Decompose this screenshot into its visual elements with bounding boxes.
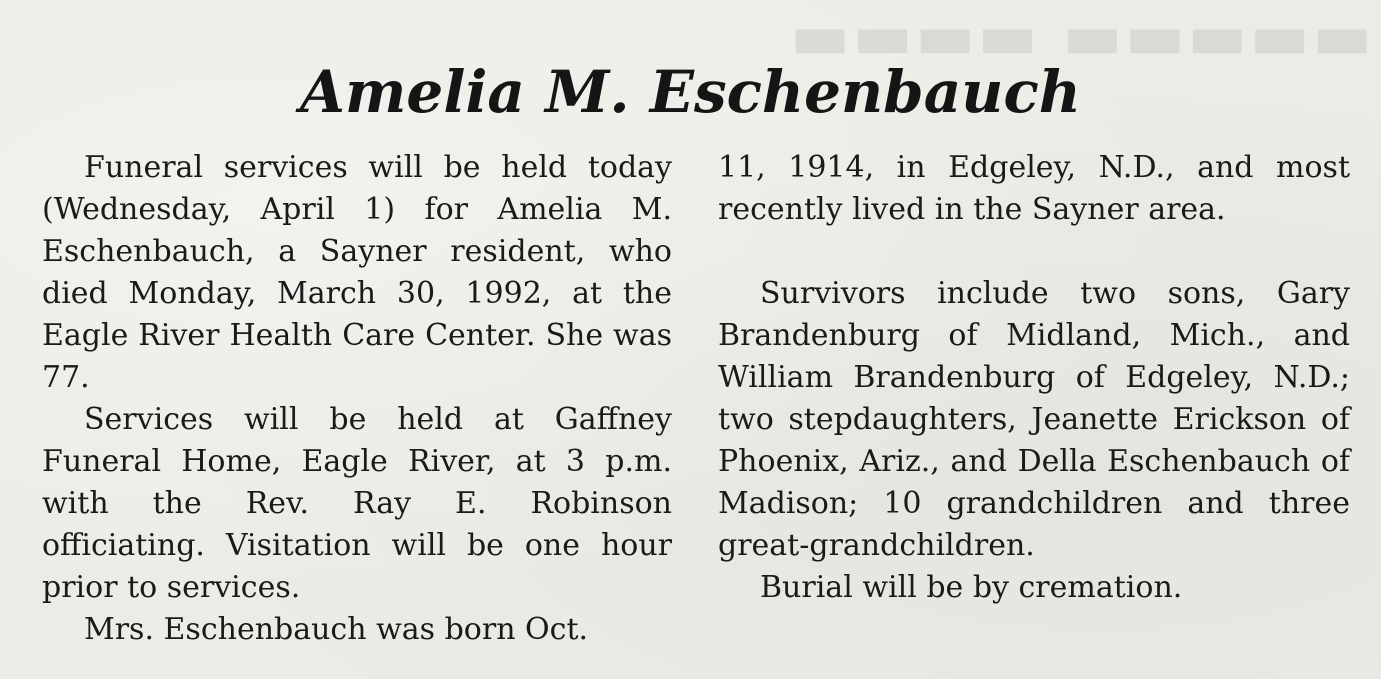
paragraph-burial: Burial will be by cremation.: [760, 570, 1183, 605]
left-column: [42, 147, 672, 651]
right-column: [718, 147, 1350, 609]
obituary-headline: Amelia M. Eschenbauch: [300, 58, 1081, 126]
paragraph-birth-start: Mrs. Eschenbauch was born Oct.: [84, 612, 589, 647]
paragraph-birth-continued: 11, 1914, in Edgeley, N.D., and most recently lived in the Sayner area.: [718, 150, 1350, 227]
bleed-through-text: ▬▬▬▬ ▬▬▬▬▬: [790, 0, 1375, 74]
paragraph-services-today: Funeral services will be held today (Wednesday, April 1) for Amelia M. Eschenbauch, a Sayner resident, who died Monday, March 30, 1992, at the Eagle River Health Care Center. She was 77.: [42, 150, 672, 395]
paragraph-survivors: Survivors include two sons, Gary Brandenburg of Midland, Mich., and William Brandenburg of Edgeley, N.D.; two stepdaughters, Jeanette Erickson of Phoenix, Ariz., and Della Eschenbauch of Madison; 10 grandchildren and three great-grandchildren.: [718, 276, 1350, 563]
paragraph-services-location: Services will be held at Gaffney Funeral Home, Eagle River, at 3 p.m. with the Rev. Ray E. Robinson officiating. Visitation will be one hour prior to services.: [42, 402, 672, 605]
